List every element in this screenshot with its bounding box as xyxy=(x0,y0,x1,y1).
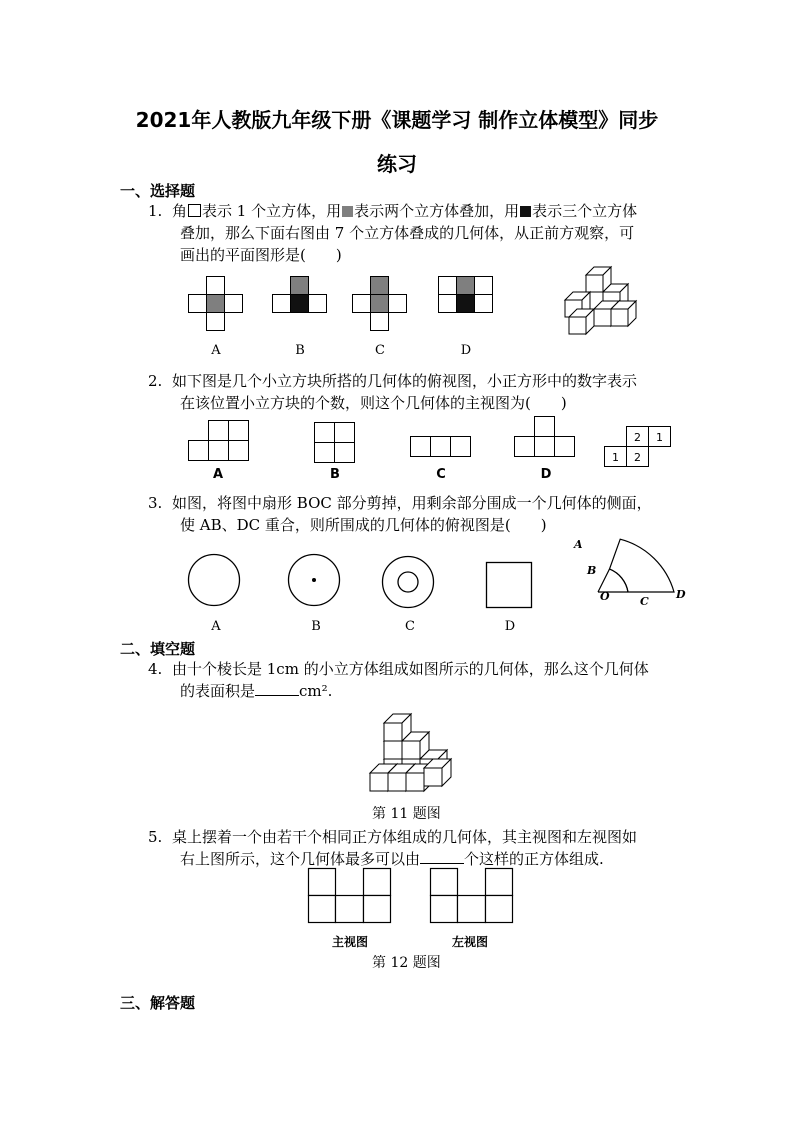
q3-option-c-label: C xyxy=(405,619,415,634)
question-3-line1: 如图，将图中扇形 BOC 部分剪掉，用剩余部分围成一个几何体的侧面， xyxy=(172,494,652,512)
cube-face xyxy=(594,309,611,326)
page-title-line2: 练习 xyxy=(377,152,417,176)
question-4-number: 4. xyxy=(148,660,163,678)
q2-grid-number: 1 xyxy=(612,451,619,464)
cube-face xyxy=(611,309,628,326)
q3-point-a: A xyxy=(574,538,583,551)
q3-option-d-figure xyxy=(486,562,532,608)
black-square-icon xyxy=(520,206,531,217)
q2-option-d-label: D xyxy=(540,467,552,482)
cube-face xyxy=(402,741,420,759)
q2-option-d-figure xyxy=(514,416,576,458)
q1-option-a-figure xyxy=(188,276,244,332)
page-title: 2021年人教版九年级下册《课题学习 制作立体模型》同步 xyxy=(135,108,659,132)
q2-option-b-figure xyxy=(314,422,356,464)
cube-face xyxy=(370,773,388,791)
q3-sector-figure xyxy=(572,530,688,606)
question-5-number: 5. xyxy=(148,828,163,846)
q3-option-c-figure xyxy=(382,556,434,608)
q1-option-d-label: D xyxy=(460,343,472,358)
question-4-line1: 由十个棱长是 1cm 的小立方体组成如图所示的几何体，那么这个几何体 xyxy=(172,660,649,678)
q2-grid-number: 2 xyxy=(634,431,641,444)
q3-point-d: D xyxy=(676,588,686,601)
q3-option-b-label: B xyxy=(311,619,321,634)
gray-square-icon xyxy=(342,206,353,217)
q5-answer-blank[interactable] xyxy=(420,849,464,864)
cube-face xyxy=(569,317,586,334)
q1-cube-stack-figure xyxy=(556,270,636,336)
q2-option-c-figure xyxy=(410,436,472,458)
q1-option-c-label: C xyxy=(375,343,385,358)
q1-option-b-figure xyxy=(272,276,328,314)
q3-point-b: B xyxy=(587,564,597,577)
section-heading-solve: 三、解答题 xyxy=(120,994,196,1012)
q3-point-o: O xyxy=(600,590,610,603)
q2-top-view-figure xyxy=(604,426,672,470)
q3-option-d-label: D xyxy=(504,619,516,634)
question-1-number: 1. xyxy=(148,202,163,220)
question-1-line1: 角 表示 1 个立方体，用 表示两个立方体叠加，用 表示三个立方体 xyxy=(172,202,638,220)
q1-option-d-figure xyxy=(438,276,494,314)
q3-option-b-figure xyxy=(288,554,340,606)
question-2-line2: 在该位置小立方块的个数，则这个几何体的主视图为( ) xyxy=(180,394,567,412)
q5-left-view-label: 左视图 xyxy=(452,935,489,949)
q3-option-a-label: A xyxy=(211,619,221,634)
q5-main-view-label: 主视图 xyxy=(332,935,369,949)
cube-face xyxy=(406,773,424,791)
q2-option-b-label: B xyxy=(330,467,340,482)
question-3-line2: 使 AB、DC 重合，则所围成的几何体的俯视图是( ) xyxy=(180,516,547,534)
q3-option-a-figure xyxy=(188,554,240,606)
cube-face xyxy=(388,773,406,791)
q5-left-view-figure xyxy=(430,868,514,924)
q2-option-a-label: A xyxy=(212,467,224,482)
question-2-line1: 如下图是几个小立方块所搭的几何体的俯视图，小正方形中的数字表示 xyxy=(172,372,638,390)
cube-face xyxy=(384,741,402,759)
q1-option-a-label: A xyxy=(211,343,221,358)
question-1-line2: 叠加，那么下面右图由 7 个立方体叠成的几何体，从正前方观察，可 xyxy=(180,224,635,242)
question-3-number: 3. xyxy=(148,494,163,512)
q1-option-b-label: B xyxy=(295,343,305,358)
q2-option-c-label: C xyxy=(436,467,446,482)
white-square-icon xyxy=(188,204,201,217)
q2-grid-number: 2 xyxy=(634,451,641,464)
question-5-line2: 右上图所示，这个几何体最多可以由 个这样的正方体组成. xyxy=(180,850,604,868)
cube-face xyxy=(424,768,442,786)
q1-option-c-figure xyxy=(352,276,408,332)
cube-face xyxy=(384,723,402,741)
question-4-line2: 的表面积是 cm². xyxy=(180,682,333,700)
question-2-number: 2. xyxy=(148,372,163,390)
section-heading-choice: 一、选择题 xyxy=(120,182,196,200)
q5-figure-caption: 第 12 题图 xyxy=(372,955,441,971)
q2-grid-number: 1 xyxy=(656,431,663,444)
q2-option-a-figure xyxy=(188,420,250,462)
cube-face xyxy=(586,275,603,292)
q5-main-view-figure xyxy=(308,868,392,924)
q4-figure-caption: 第 11 题图 xyxy=(372,806,441,822)
question-5-line1: 桌上摆着一个由若干个相同正方体组成的几何体，其主视图和左视图如 xyxy=(172,828,638,846)
q4-answer-blank[interactable] xyxy=(255,681,299,696)
section-heading-fill: 二、填空题 xyxy=(120,640,196,658)
q3-point-c: C xyxy=(640,595,649,608)
q4-cube-pyramid-figure xyxy=(366,708,456,794)
question-1-line3: 画出的平面图形是( ) xyxy=(180,246,342,264)
